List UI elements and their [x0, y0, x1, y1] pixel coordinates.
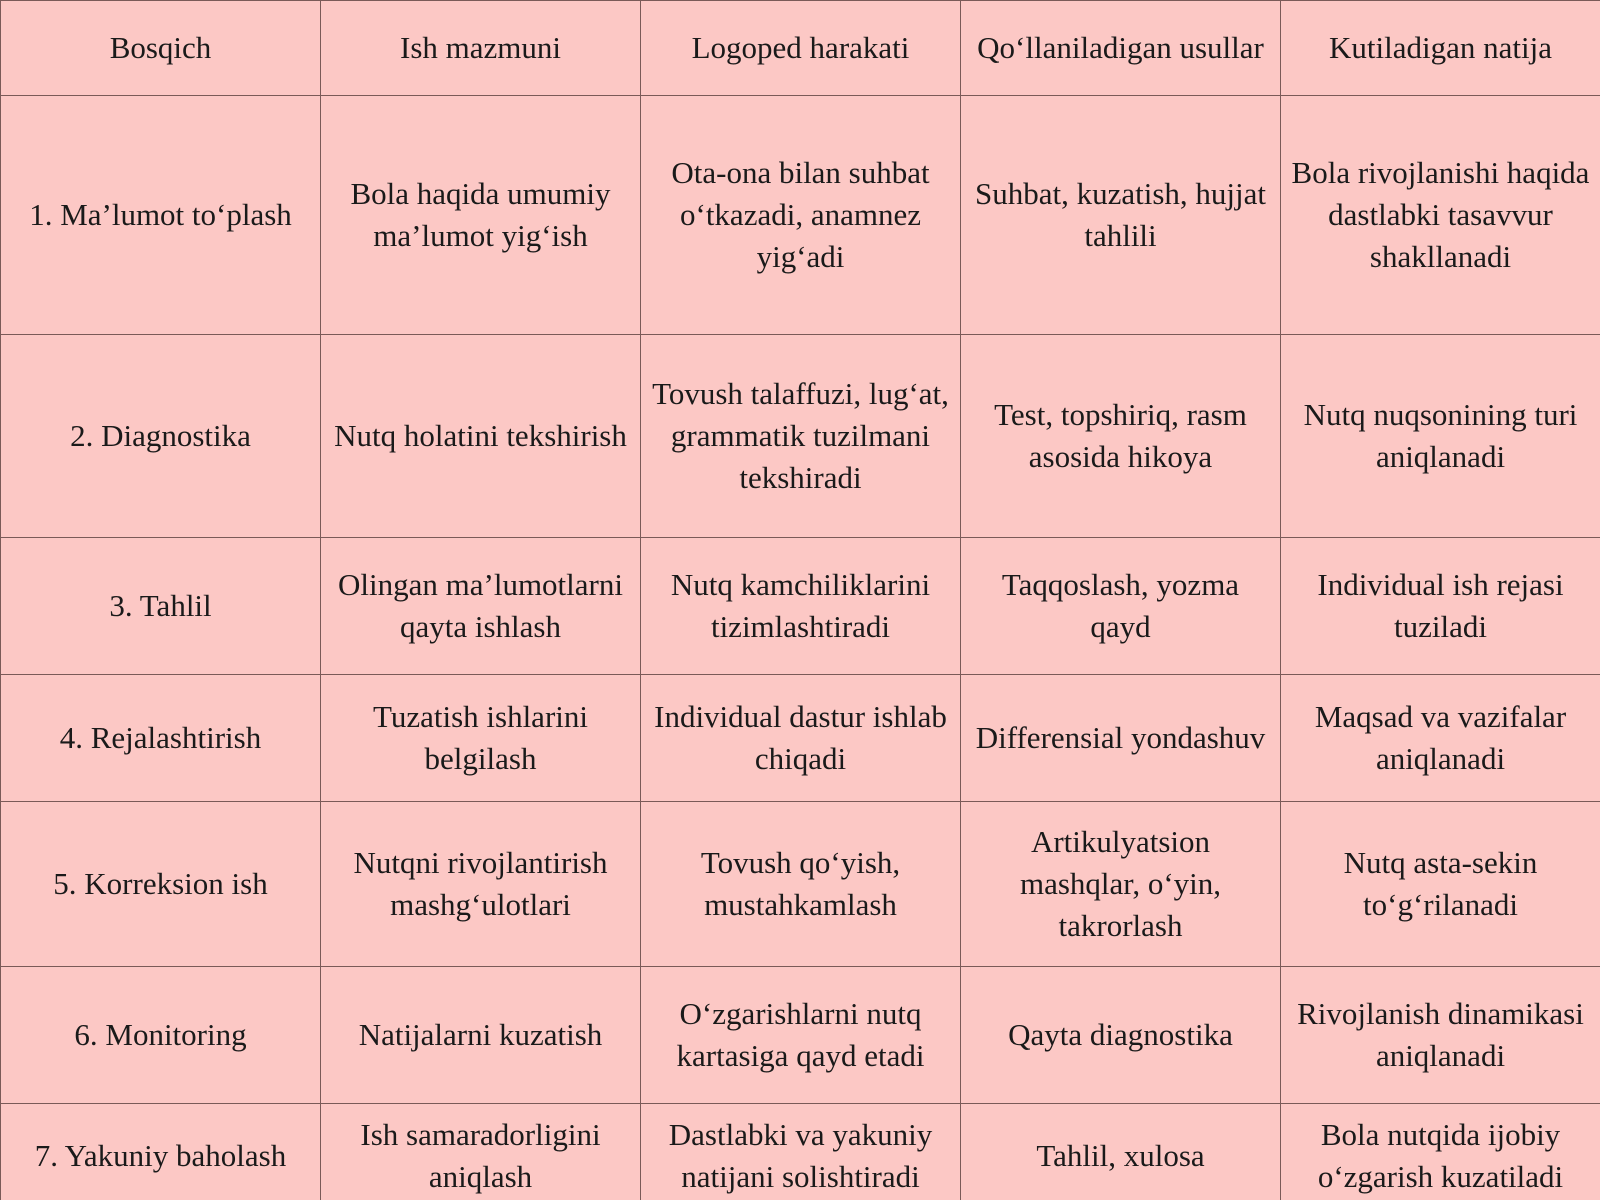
- table-row: [1, 335, 1600, 538]
- table-cell: Bola nutqida ijobiy o‘zgarish kuzatiladi: [1281, 1104, 1600, 1200]
- table-cell: Maqsad va vazifalar aniqlanadi: [1281, 675, 1600, 802]
- table-cell: Qayta diagnostika: [961, 967, 1281, 1104]
- table-cell: Differensial yondashuv: [961, 675, 1281, 802]
- table-cell: Dastlabki va yakuniy natijani solishtiradi: [641, 1104, 961, 1200]
- table-cell: Ish samaradorligini aniqlash: [321, 1104, 641, 1200]
- table-cell: Olingan ma’lumotlarni qayta ishlash: [321, 538, 641, 675]
- table-row: [1, 675, 1600, 802]
- table-row: [1, 96, 1600, 335]
- table-cell: Bola haqida umumiy ma’lumot yig‘ish: [321, 96, 641, 335]
- table-cell: Rivojlanish dinamikasi aniqlanadi: [1281, 967, 1600, 1104]
- table-cell: 3. Tahlil: [1, 538, 321, 675]
- header-cell-stage: Bosqich: [1, 1, 321, 96]
- table-cell: Tovush qo‘yish, mustahkamlash: [641, 802, 961, 967]
- table-cell: Taqqoslash, yozma qayd: [961, 538, 1281, 675]
- header-cell-methods: Qo‘llaniladigan usullar: [961, 1, 1281, 96]
- table-cell: Nutq kamchiliklarini tizimlashtiradi: [641, 538, 961, 675]
- table-cell: Nutq nuqsonining turi aniqlanadi: [1281, 335, 1600, 538]
- table-cell: Ota-ona bilan suhbat o‘tkazadi, anamnez yig‘adi: [641, 96, 961, 335]
- table-cell: Tahlil, xulosa: [961, 1104, 1281, 1200]
- table-cell: Natijalarni kuzatish: [321, 967, 641, 1104]
- table-cell: 4. Rejalashtirish: [1, 675, 321, 802]
- table-cell: Individual dastur ishlab chiqadi: [641, 675, 961, 802]
- table-cell: 7. Yakuniy baholash: [1, 1104, 321, 1200]
- table-cell: 1. Ma’lumot to‘plash: [1, 96, 321, 335]
- header-cell-work-content: Ish mazmuni: [321, 1, 641, 96]
- table-row: [1, 1104, 1600, 1200]
- table-cell: Tuzatish ishlarini belgilash: [321, 675, 641, 802]
- table-cell: Nutq holatini tekshirish: [321, 335, 641, 538]
- table-cell: 6. Monitoring: [1, 967, 321, 1104]
- header-cell-expected-result: Kutiladigan natija: [1281, 1, 1600, 96]
- table-cell: Artikulyatsion mashqlar, o‘yin, takrorlash: [961, 802, 1281, 967]
- table-cell: Test, topshiriq, rasm asosida hikoya: [961, 335, 1281, 538]
- table-cell: Nutq asta-sekin to‘g‘rilanadi: [1281, 802, 1600, 967]
- table-cell: Individual ish rejasi tuziladi: [1281, 538, 1600, 675]
- table-row: [1, 802, 1600, 967]
- table-cell: O‘zgarishlarni nutq kartasiga qayd etadi: [641, 967, 961, 1104]
- table-cell: 2. Diagnostika: [1, 335, 321, 538]
- table-cell: 5. Korreksion ish: [1, 802, 321, 967]
- header-cell-therapist-action: Logoped harakati: [641, 1, 961, 96]
- table-header-row: [1, 1, 1600, 96]
- table-cell: Nutqni rivojlantirish mashg‘ulotlari: [321, 802, 641, 967]
- table-row: [1, 967, 1600, 1104]
- table-cell: Bola rivojlanishi haqida dastlabki tasavvur shakllanadi: [1281, 96, 1600, 335]
- table-row: [1, 538, 1600, 675]
- table-cell: Tovush talaffuzi, lug‘at, grammatik tuzilmani tekshiradi: [641, 335, 961, 538]
- table-cell: Suhbat, kuzatish, hujjat tahlili: [961, 96, 1281, 335]
